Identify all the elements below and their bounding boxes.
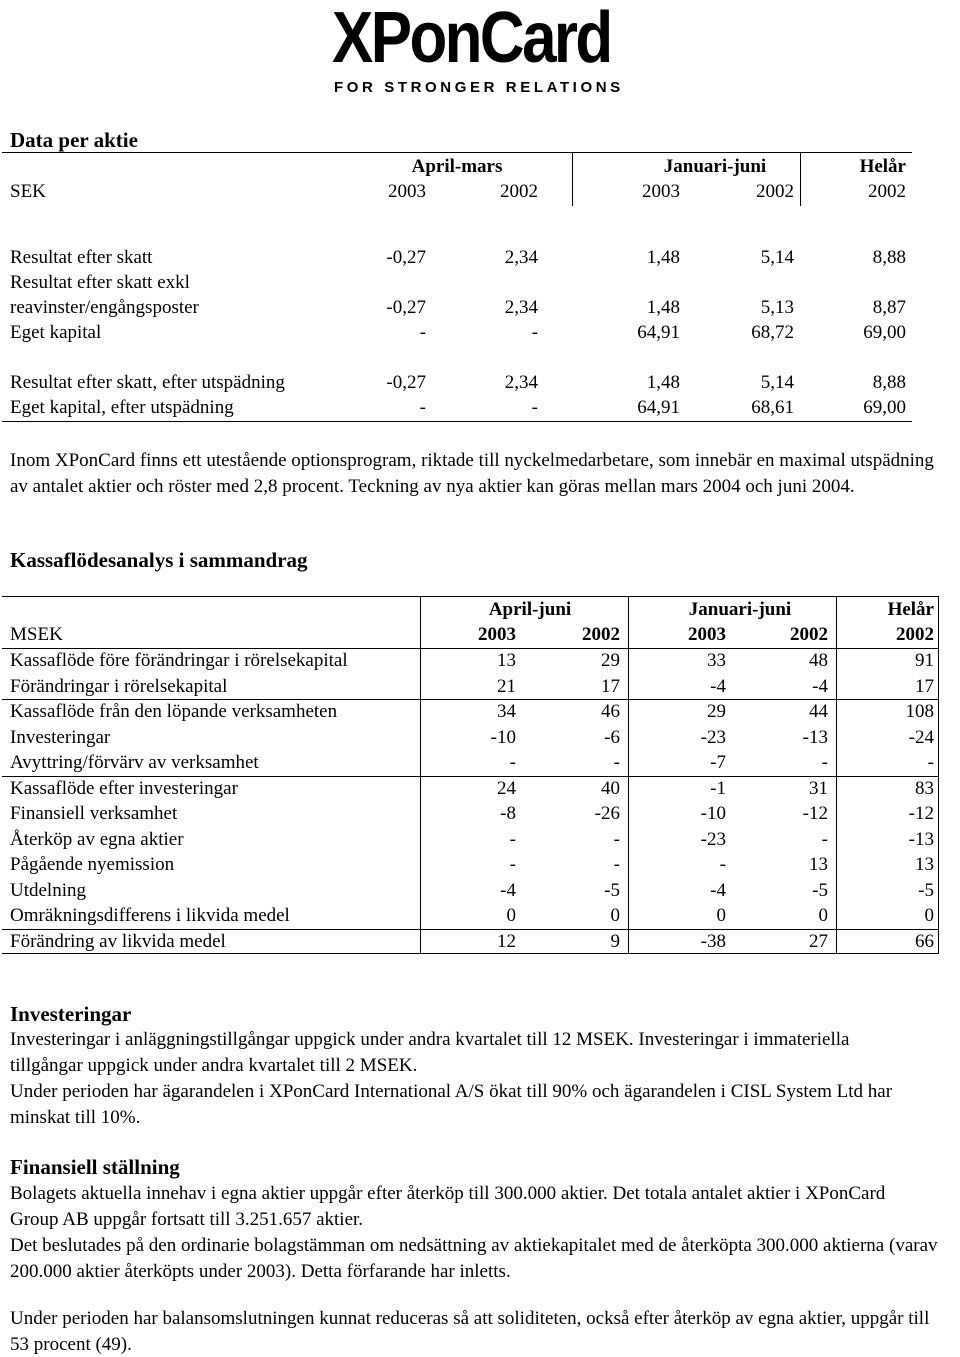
share-row-label: Resultat efter skatt, efter utspädning: [10, 372, 285, 393]
cashflow-row: [0, 929, 960, 954]
cf-table-bottom-rule: [2, 953, 938, 954]
cashflow-row-value: 9: [610, 930, 620, 952]
share-group-januari-juni: Januari-juni: [663, 156, 767, 177]
share-row-value: 5,13: [760, 297, 794, 318]
share-row-value: 1,48: [646, 297, 680, 318]
cashflow-row-value: 13: [497, 650, 516, 671]
share-row-value: -0,27: [386, 372, 426, 393]
investments-paragraph-2: Under perioden har ägarandelen i XPonCard International A/S ökat till 90% och ägarandelen i CISL System Ltd har minskat till 10%.: [10, 1081, 893, 1128]
cashflow-row-value: -: [821, 752, 828, 773]
share-year-3: 2003: [642, 181, 680, 202]
cf-year-3: 2003: [688, 624, 726, 645]
cashflow-row-value: 40: [601, 777, 620, 799]
cashflow-row-value: 31: [809, 777, 828, 799]
share-row-value: 2,34: [504, 247, 538, 268]
share-table-row: [0, 320, 960, 345]
cashflow-row-value: -4: [812, 675, 828, 697]
cashflow-row-label: Investeringar: [10, 726, 111, 748]
share-year-1: 2003: [388, 181, 426, 202]
share-group-april-mars: April-mars: [411, 156, 503, 177]
cashflow-row-value: -12: [908, 803, 934, 824]
cashflow-row-value: -23: [700, 726, 726, 748]
cashflow-row-value: 0: [506, 905, 516, 926]
cashflow-row-value: -10: [490, 726, 516, 748]
logo-tagline: FOR STRONGER RELATIONS: [334, 79, 624, 96]
share-table-top-rule: [2, 152, 912, 153]
share-row-value: 64,91: [637, 322, 680, 343]
cf-year-2: 2002: [582, 624, 620, 645]
share-row-value: -: [531, 397, 538, 418]
cashflow-row: [0, 801, 960, 826]
financial-position-paragraph-1: Bolagets aktuella innehav i egna aktier uppgår efter återköp till 300.000 aktier. Det totala antalet aktier i XPonCard Group AB uppgår fortsatt till 3.251.657 aktier.: [10, 1183, 886, 1230]
share-table-row: [0, 270, 960, 295]
share-year-2: 2002: [500, 181, 538, 202]
cf-col-divider-1: [628, 596, 629, 954]
cashflow-row-value: 12: [497, 930, 516, 952]
share-row-label: reavinster/engångsposter: [10, 297, 199, 318]
cashflow-row: [0, 903, 960, 928]
share-data-title: Data per aktie: [10, 128, 138, 152]
cashflow-row-value: -5: [604, 879, 620, 901]
cashflow-row-value: -38: [700, 930, 726, 952]
cashflow-row-value: -5: [918, 879, 934, 901]
cashflow-row-value: -24: [908, 726, 934, 748]
cashflow-row-value: -: [719, 854, 726, 875]
share-table-row: [0, 370, 960, 395]
cashflow-row-value: 48: [809, 650, 828, 671]
cashflow-row-value: 44: [809, 701, 828, 722]
cashflow-row-value: -4: [710, 879, 726, 901]
cashflow-row-value: -26: [594, 803, 620, 824]
logo-wordmark: XPonCard: [332, 0, 611, 78]
cashflow-row-value: 0: [924, 905, 934, 926]
cf-year-1: 2003: [478, 624, 516, 645]
cashflow-row-label: Avyttring/förvärv av verksamhet: [10, 752, 259, 773]
cashflow-row-value: -: [509, 828, 516, 850]
share-row-value: 64,91: [637, 397, 680, 418]
share-col-divider-2: [800, 152, 801, 206]
cashflow-row-value: -10: [700, 803, 726, 824]
share-year-5: 2002: [868, 181, 906, 202]
cashflow-row-value: 83: [915, 777, 934, 799]
cashflow-row-value: -: [613, 854, 620, 875]
cf-group-helar: Helår: [887, 599, 934, 620]
cashflow-row-value: -4: [500, 879, 516, 901]
cashflow-row: [0, 699, 960, 724]
cashflow-row: [0, 648, 960, 673]
cashflow-title: Kassaflödesanalys i sammandrag: [10, 548, 308, 572]
cashflow-row-value: -: [613, 752, 620, 773]
cashflow-row-value: 0: [610, 905, 620, 926]
share-row-value: 1,48: [646, 372, 680, 393]
share-row-value: 8,87: [872, 297, 906, 318]
cashflow-row-value: 13: [915, 854, 934, 875]
share-row-value: 2,34: [504, 372, 538, 393]
share-row-value: 2,34: [504, 297, 538, 318]
cashflow-row-value: 17: [601, 675, 620, 697]
cashflow-row-value: -: [613, 828, 620, 850]
cf-col-divider-label: [420, 596, 421, 954]
share-row-label: Eget kapital, efter utspädning: [10, 397, 234, 418]
cashflow-row-value: -: [509, 854, 516, 875]
cashflow-row-value: 21: [497, 675, 516, 697]
cashflow-row-value: 91: [915, 650, 934, 671]
share-row-value: 69,00: [863, 322, 906, 343]
share-row-label: Resultat efter skatt: [10, 247, 153, 268]
cashflow-row-value: -12: [802, 803, 828, 824]
share-year-4: 2002: [756, 181, 794, 202]
dilution-note: Inom XPonCard finns ett utestående optionsprogram, riktade till nyckelmedarbetare, som innebär en maximal utspädning av antalet aktier och röster med 2,8 procent. Teckning av nya aktier kan göras mellan mars 2004 och juni 2004.: [10, 450, 934, 497]
share-table-row: [0, 295, 960, 320]
investments-title: Investeringar: [10, 1002, 132, 1026]
share-row-value: -: [531, 322, 538, 343]
cf-group-januari-juni: Januari-juni: [688, 599, 792, 620]
share-row-value: -0,27: [386, 297, 426, 318]
share-row-value: 5,14: [760, 372, 794, 393]
financial-position-paragraph-3: Under perioden har balansomslutningen kunnat reduceras så att soliditeten, också efter återköp av egna aktier, uppgår till 53 procent (49).: [10, 1308, 930, 1355]
cashflow-row-value: 17: [915, 675, 934, 697]
share-row-value: 68,72: [751, 322, 794, 343]
cashflow-row-value: 13: [809, 854, 828, 875]
cashflow-row-label: Kassaflöde efter investeringar: [10, 777, 238, 799]
share-row-value: 69,00: [863, 397, 906, 418]
cashflow-row-value: -23: [700, 828, 726, 850]
cashflow-row-label: Kassaflöde före förändringar i rörelsekapital: [10, 650, 348, 671]
share-table-row: [0, 395, 960, 420]
cashflow-row-label: Kassaflöde från den löpande verksamheten: [10, 701, 338, 722]
cashflow-row-value: -5: [812, 879, 828, 901]
cf-unit: MSEK: [10, 624, 63, 645]
cashflow-row-value: -: [509, 752, 516, 773]
cashflow-row: [0, 776, 960, 801]
share-group-helar: Helår: [859, 156, 906, 177]
cashflow-row-value: -7: [710, 752, 726, 773]
share-table-row: [0, 245, 960, 270]
cashflow-row: [0, 852, 960, 877]
cashflow-row-label: Återköp av egna aktier: [10, 828, 184, 850]
cashflow-row-value: 34: [497, 701, 516, 722]
cf-col-divider-right: [938, 596, 939, 954]
cashflow-row: [0, 750, 960, 775]
cashflow-row: [0, 827, 960, 852]
cashflow-row-label: Förändring av likvida medel: [10, 930, 226, 952]
share-row-value: 8,88: [872, 372, 906, 393]
cashflow-row-label: Pågående nyemission: [10, 854, 175, 875]
company-logo: [0, 0, 960, 100]
cashflow-row-value: 0: [716, 905, 726, 926]
cashflow-row-label: Utdelning: [10, 879, 86, 901]
cf-header-top-rule: [2, 596, 938, 597]
cashflow-row-value: 29: [707, 701, 726, 722]
cashflow-row-value: 108: [905, 701, 934, 722]
share-row-value: -0,27: [386, 247, 426, 268]
cashflow-row-value: -: [927, 752, 934, 773]
share-row-value: 1,48: [646, 247, 680, 268]
cashflow-row-value: 66: [915, 930, 934, 952]
share-row-value: -: [419, 322, 426, 343]
share-row-value: 68,61: [751, 397, 794, 418]
cashflow-row-value: -13: [802, 726, 828, 748]
cashflow-row-value: 46: [601, 701, 620, 722]
cashflow-row-label: Omräkningsdifferens i likvida medel: [10, 905, 290, 926]
share-row-value: 5,14: [760, 247, 794, 268]
cashflow-row: [0, 878, 960, 903]
share-row-value: 8,88: [872, 247, 906, 268]
cashflow-row-value: 33: [707, 650, 726, 671]
cashflow-row-value: 27: [809, 930, 828, 952]
cf-year-4: 2002: [790, 624, 828, 645]
cashflow-row-label: Förändringar i rörelsekapital: [10, 675, 228, 697]
share-unit: SEK: [10, 181, 46, 202]
cashflow-row-value: -1: [710, 777, 726, 799]
cashflow-row: [0, 674, 960, 699]
share-row-label: Resultat efter skatt exkl: [10, 272, 190, 293]
cashflow-row-label: Finansiell verksamhet: [10, 803, 178, 824]
cashflow-row-value: -4: [710, 675, 726, 697]
financial-position-paragraph-2: Det beslutades på den ordinarie bolagstämman om nedsättning av aktiekapitalet med de återköpta 300.000 aktierna (varav 200.000 aktier återköpts under 2003). Detta förfarande har inletts.: [10, 1235, 938, 1282]
cf-col-divider-2: [836, 596, 837, 954]
cf-year-5: 2002: [896, 624, 934, 645]
cashflow-row-value: -6: [604, 726, 620, 748]
share-row-label: Eget kapital: [10, 322, 102, 343]
cashflow-row-value: -8: [500, 803, 516, 824]
cashflow-row-value: -13: [908, 828, 934, 850]
share-col-divider-1: [572, 152, 573, 206]
share-table-bottom-rule: [2, 421, 912, 422]
cashflow-row-value: 0: [818, 905, 828, 926]
cashflow-row-value: 29: [601, 650, 620, 671]
cashflow-row: [0, 725, 960, 750]
cf-group-april-juni: April-juni: [488, 599, 572, 620]
share-row-value: -: [419, 397, 426, 418]
investments-paragraph-1: Investeringar i anläggningstillgångar uppgick under andra kvartalet till 12 MSEK. Investeringar i immateriella tillgångar uppgick under andra kvartalet till 2 MSEK.: [10, 1029, 850, 1076]
cashflow-row-value: 24: [497, 777, 516, 799]
cashflow-row-value: -: [821, 828, 828, 850]
financial-position-title: Finansiell ställning: [10, 1155, 180, 1179]
